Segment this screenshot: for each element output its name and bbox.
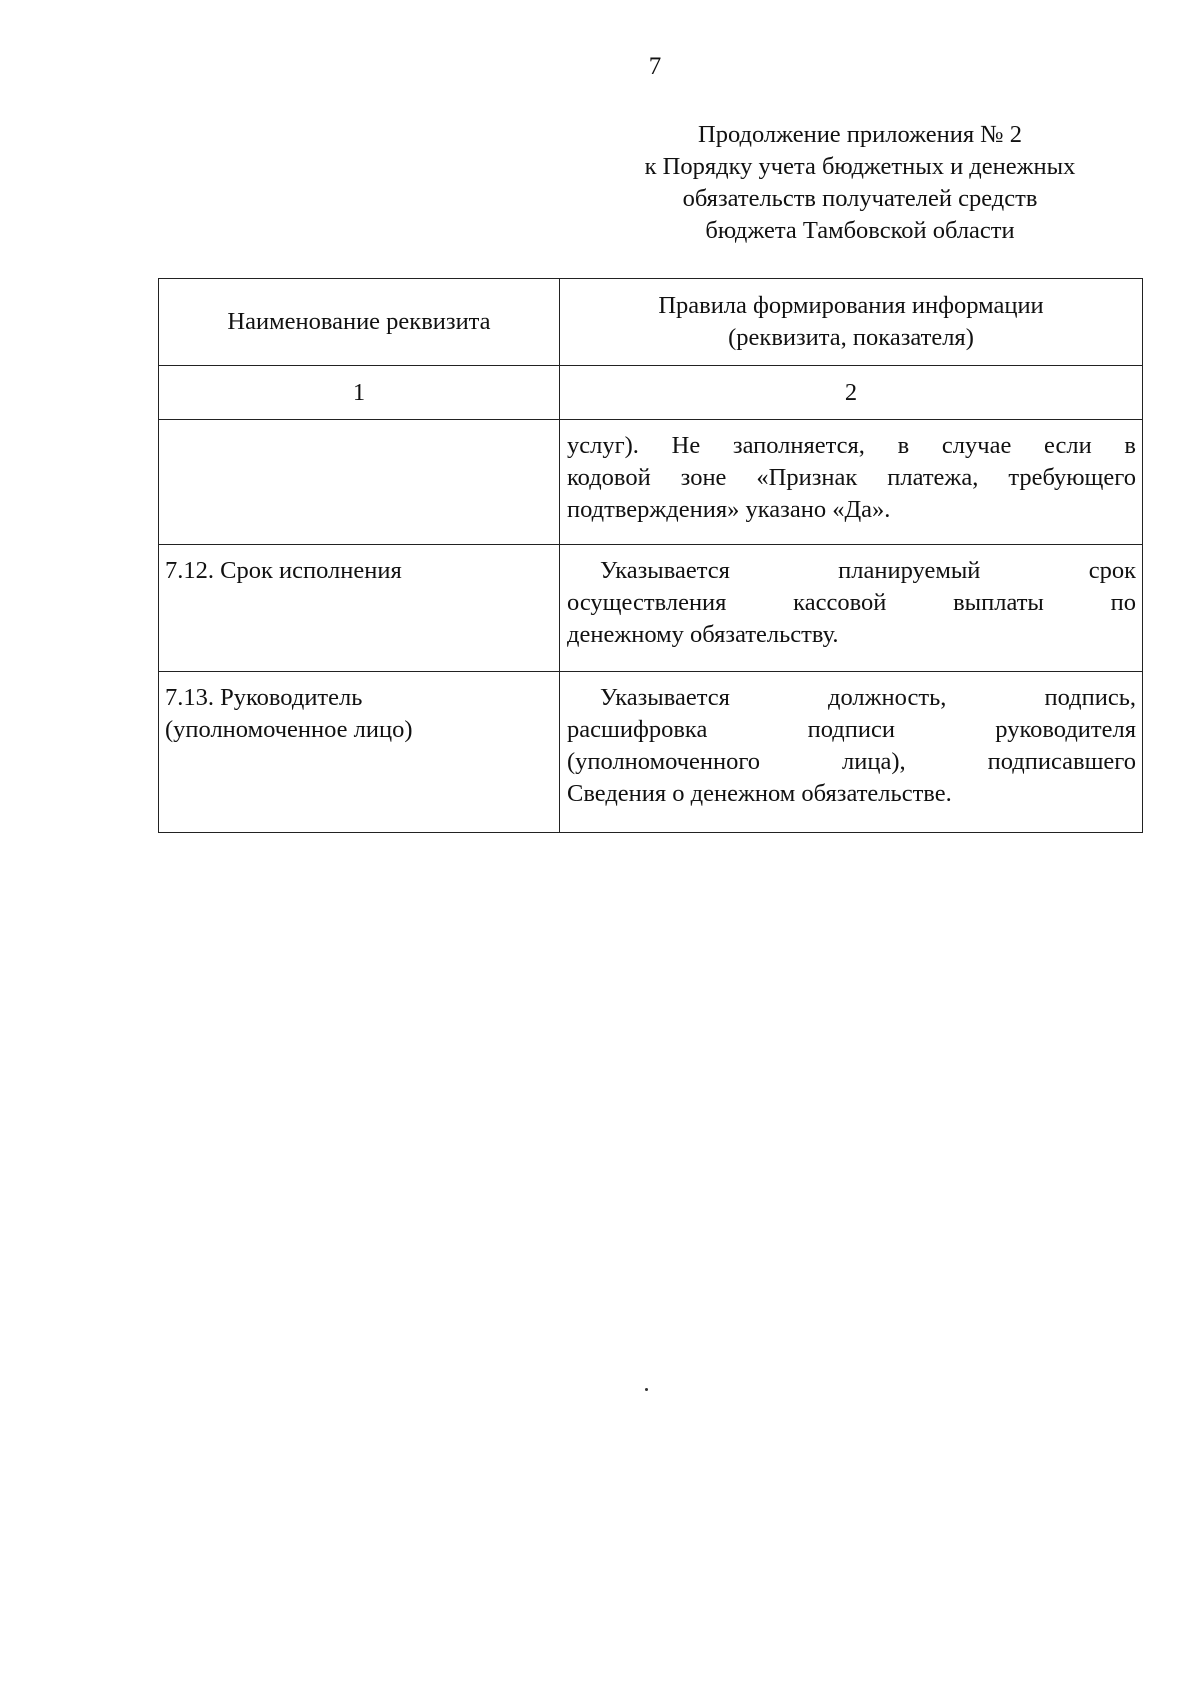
table-header-row [159, 279, 1143, 366]
requisite-name-line: 7.13. Руководитель [165, 684, 363, 711]
requisite-name-cell [159, 672, 560, 833]
requisite-rule-cell [560, 672, 1143, 833]
requisites-table [158, 278, 1143, 833]
page-number: 7 [648, 53, 662, 80]
rule-text-line: (уполномоченного лица), подписавшего [567, 748, 1136, 775]
column-number: 2 [560, 366, 1143, 420]
column-header-rules-line: (реквизита, показателя) [728, 324, 974, 351]
table-row [159, 420, 1143, 545]
scan-speck [645, 1388, 648, 1391]
rule-text-line: услуг). Не заполняется, в случае если в [567, 432, 1136, 459]
column-number-row [159, 366, 1143, 420]
rule-text-line: кодовой зоне «Признак платежа, требующего [567, 464, 1136, 491]
requisite-name-line: (уполномоченное лицо) [165, 716, 413, 743]
rule-text-line: подтверждения» указано «Да». [567, 496, 891, 523]
appendix-header-line: к Порядку учета бюджетных и денежных [644, 153, 1076, 180]
column-number: 1 [159, 366, 560, 420]
requisite-name-cell [159, 545, 560, 672]
requisite-name-cell [159, 420, 560, 545]
appendix-header-line: Продолжение приложения № 2 [698, 121, 1022, 148]
rule-text-line: Указывается планируемый срок [600, 557, 1136, 584]
appendix-header-line: бюджета Тамбовской области [705, 217, 1015, 244]
column-header-name-label: Наименование реквизита [227, 308, 491, 335]
rule-text-line: осуществления кассовой выплаты по [567, 589, 1136, 616]
table-row [159, 545, 1143, 672]
column-header-rules [560, 279, 1143, 366]
rule-text-line: денежному обязательству. [567, 621, 839, 648]
requisite-rule-cell [560, 420, 1143, 545]
rule-text-line: Указывается должность, подпись, [600, 684, 1136, 711]
table-row [159, 672, 1143, 833]
appendix-header [590, 119, 1130, 247]
requisite-rule-cell [560, 545, 1143, 672]
column-header-name [159, 279, 560, 366]
requisite-name-line: 7.12. Срок исполнения [165, 557, 402, 584]
rule-text-line: расшифровка подписи руководителя [567, 716, 1136, 743]
appendix-header-line: обязательств получателей средств [682, 185, 1038, 212]
rule-text-line: Сведения о денежном обязательстве. [567, 780, 952, 807]
column-header-rules-line: Правила формирования информации [658, 292, 1044, 319]
